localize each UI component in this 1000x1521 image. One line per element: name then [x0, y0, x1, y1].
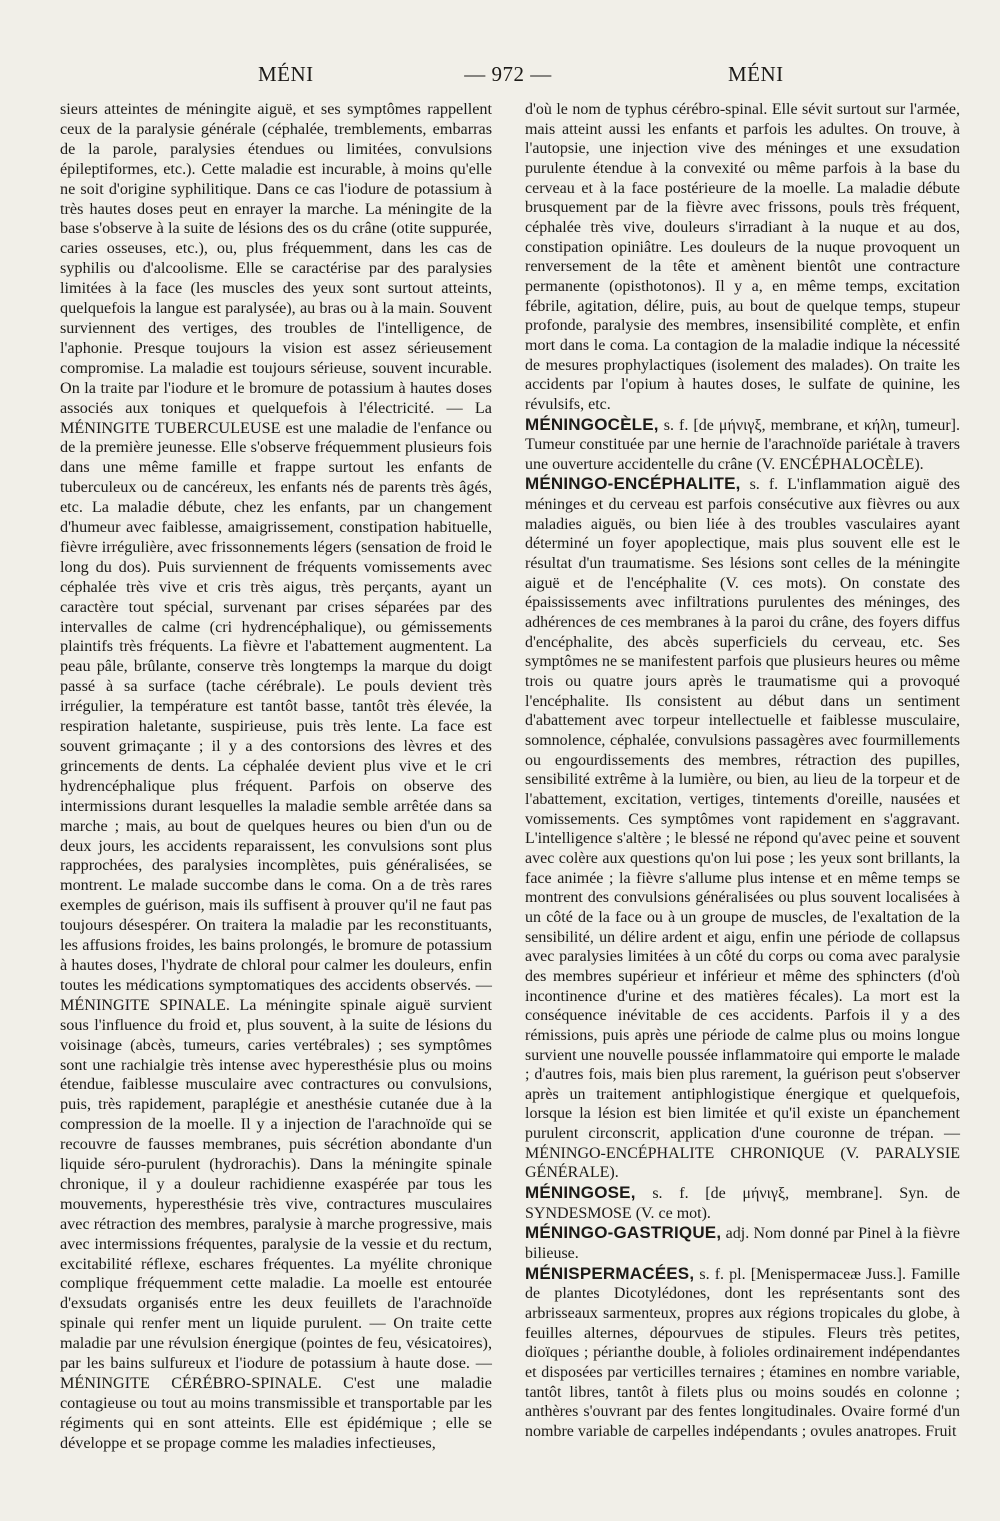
entry-body: s. f. [de μήνιγξ, membrane, et κήλη, tumeur]. Tumeur constituée par une hernie de l'arachnoïde pariétale à travers une ouverture accidentelle du crâne (V. ENCÉPHALOCÈLE).: [525, 416, 960, 473]
entry-continuation: d'où le nom de typhus cérébro-spinal. Elle sévit surtout sur l'armée, mais atteint aussi les enfants et parfois les adultes. On trouve, à l'autopsie, une injection vive des méninges et une exsudation purulente étendue à la convexité ou même parfois à la base du cerveau et à la face postérieure de la moelle. La maladie débute brusquement par de la fièvre avec frissons, pouls très fréquent, céphalée très vive, douleurs s'irradiant à la nuque et au dos, constipation opiniâtre. Les douleurs de la nuque provoquent un renversement de la tête et amènent bientôt une contracture permanente (opisthotonos). Il y a, en même temps, excitation fébrile, agitation, délire, puis, au bout de quelque temps, stupeur profonde, paralysie des membres, insensibilité complète, et enfin mort dans le coma. La contagion de la maladie indique la nécessité de mesures prophylactiques (isolement des malades). On traite les accidents par l'opium à hautes doses, le sulfate de quinine, les révulsifs, etc.: [525, 101, 960, 413]
entry-meningocele: [525, 415, 960, 475]
entry-meningo-gastrique: [525, 1223, 960, 1263]
headword: MÉNINGOSE,: [525, 1183, 636, 1203]
headword: MÉNINGO-GASTRIQUE,: [525, 1223, 722, 1243]
running-header: [0, 62, 1000, 96]
headword: MÉNINGOCÈLE,: [525, 414, 659, 434]
right-column: [525, 100, 960, 1442]
entry-body: s. f. [de μήνιγξ, membrane]. Syn. de SYNDESMOSE (V. ce mot).: [525, 1185, 961, 1222]
entry-menispermacees: [525, 1264, 960, 1442]
left-column: [60, 100, 492, 1454]
headword: MÉNINGO-ENCÉPHALITE,: [525, 474, 741, 494]
headword: MÉNISPERMACÉES,: [525, 1263, 695, 1283]
header-right-guideword: MÉNI: [728, 62, 784, 86]
entry-body: s. f. pl. [Menispermaceæ Juss.]. Famille de plantes Dicotylédones, dont les représentants sont des arbrisseaux sarmenteux, propres aux régions tropicales du globe, à feuilles alternes, dépourvues de stipules. Fleurs très petites, dioïques ; périanthe double, à folioles ordinairement indépendantes et disposées par verticilles ternaires ; étamines en nombre variable, tantôt libres, tantôt à filets plus ou moins soudés en colonne ; anthères s'ouvrant par des fentes longitudinales. Ovaire formé d'un nombre variable de carpelles indépendants ; ovules anatropes. Fruit: [525, 1265, 961, 1440]
entry-meningo-encephalite: [525, 474, 960, 1183]
header-left-guideword: MÉNI: [258, 62, 314, 86]
left-column-text: sieurs atteintes de méningite aiguë, et ses symptômes rappellent ceux de la paralysie générale (céphalée, tremblements, embarras de la parole, paralysies étendues ou limitées, convulsions épileptiformes, etc.). Cette maladie est incurable, à moins qu'elle ne soit d'origine syphilitique. Dans ce cas l'iodure de potassium à très hautes doses peut en enrayer la marche. La méningite de la base s'observe à la suite de lésions des os du crâne (otite suppurée, caries osseuses, etc.), ou, plus fréquemment, dans les cas de syphilis ou d'alcoolisme. Elle se caractérise par des paralysies limitées à la face (les muscles des yeux sont surtout atteints, quelquefois la langue est paralysée), au bras ou à la main. Souvent surviennent des vertiges, des troubles de l'intelligence, de l'aphonie. Presque toujours la vision est assez sérieusement compromise. La maladie est toujours sérieuse, souvent incurable. On la traite par l'iodure et le bromure de potassium à hautes doses associés aux toniques et quelquefois à l'électricité. — La MÉNINGITE TUBERCULEUSE est une maladie de l'enfance ou de la première jeunesse. Elle s'observe fréquemment plusieurs fois dans une même famille et frappe surtout les enfants de tuberculeux ou de cancéreux, les enfants nés de parents très âgés, etc. La maladie débute, chez les enfants, par un changement d'humeur avec faiblesse, amaigrissement, constipation habituelle, fièvre irrégulière, avec frissonnements légers (sensation de froid le long du dos). Puis surviennent de fréquents vomissements avec céphalée très vive et cris très aigus, très perçants, ayant un caractère tout spécial, survenant par crises séparées par des intervalles de calme (cri hydrencéphalique), ou gémissements plaintifs très fréquents. La fièvre et l'abattement augmentent. La peau pâle, brûlante, conserve très longtemps la marque du doigt passé à sa surface (tache cérébrale). Le pouls devient très irrégulier, la température est tantôt basse, tantôt très élevée, la respiration haletante, suspirieuse, puis très lente. La face est souvent grimaçante ; il y a des contorsions des lèvres et des grincements de dents. La céphalée devient plus vive et le cri hydrencéphalique plus fréquent. Parfois on observe des intermissions durant lesquelles la maladie semble arrêtée dans sa marche ; mais, au bout de quelques heures ou bien d'un ou de deux jours, les accidents reparaissent, les convulsions sont plus rapprochées, des paralysies incomplètes, puis généralisées, se montrent. Le malade succombe dans le coma. On a de très rares exemples de guérison, mais ils suffisent à prouver qu'il ne faut pas toujours désespérer. On traitera la maladie par les reconstituants, les affusions froides, les bains prolongés, le bromure de potassium à hautes doses, l'hydrate de chloral pour calmer les douleurs, enfin toutes les médications symptomatiques des accidents observés. — MÉNINGITE SPINALE. La méningite spinale aiguë survient sous l'influence du froid et, plus souvent, à la suite de lésions du voisinage (abcès, tumeurs, caries vertébrales) ; ses symptômes sont une rachialgie très intense avec hyperesthésie plus ou moins étendue, faiblesse musculaire avec contractures ou convulsions, puis, très rapidement, paraplégie et anesthésie cutanée due à la compression de la moelle. Il y a injection de l'arachnoïde qui se recouvre de fausses membranes, puis sécrétion abondante d'un liquide séro-purulent (hydrorachis). Dans la méningite spinale chronique, il y a douleur rachidienne exaspérée par tous les mouvements, hyperesthésie très vive, contractures musculaires avec rétraction des membres, paralysie à marche progressive, mais avec intermissions fréquentes, paralysie de la vessie et du rectum, excitabilité réflexe, eschares fréquentes. La myélite chronique complique fréquemment cette maladie. La moelle est entourée d'exsudats organisés entre les deux feuillets de l'arachnoïde spinale qui renfer ment un liquide purulent. — On traite cette maladie par une révulsion énergique (pointes de feu, vésicatoires), par les bains sulfureux et l'iodure de potassium à haute dose. — MÉNINGITE CÉRÉBRO-SPINALE. C'est une maladie contagieuse ou tout au moins transmissible et transportable par les régiments qui en sont atteints. Elle est épidémique ; elle se développe et se propage comme les maladies infectieuses,: [60, 100, 492, 1452]
entry-body: s. f. L'inflammation aiguë des méninges et du cerveau est parfois consécutive aux fièvres ou aux maladies aiguës, ou bien liée à des troubles vasculaires ayant déterminé un foyer apoplectique, mais plus souvent elle est le résultat d'un traumatisme. Ses lésions sont celles de la méningite aiguë et de l'encéphalite (V. ces mots). On constate des épaississements avec infiltrations purulentes des méninges, des adhérences de ces membranes à la paroi du crâne, des foyers diffus d'encéphalite, des abcès superficiels du cerveau, etc. Ses symptômes ne se manifestent parfois que plusieurs heures ou même trois ou quatre jours après le traumatisme qui a provoqué l'encéphalite. Ils consistent au début dans un sentiment d'abattement avec torpeur intellectuelle et faiblesse musculaire, somnolence, céphalée, convulsions passagères avec fourmillements ou engourdissements des membres, rétraction des pupilles, sensibilité extrême à la lumière, ou bien, au lieu de la torpeur et de l'abattement, excitation, vertiges, tintements d'oreille, nausées et vomissements. Ces symptômes vont rapidement en s'aggravant. L'intelligence s'altère ; le blessé ne répond qu'avec peine et souvent avec colère aux questions qu'on lui pose ; les yeux sont brillants, la face animée ; la fièvre s'allume plus intense et en même temps se montrent des convulsions généralisées ou plus souvent localisées à un côté de la face ou à un groupe de muscles, de l'exaltation de la sensibilité, un délire ardent et aigu, enfin une période de collapsus avec paralysies limitées à un côté du corps ou coma avec paralysie des membres supérieur et inférieur et même des sphincters (d'où incontinence d'urine et des matières fécales). La mort est la conséquence inévitable de ces accidents. Parfois il y a des rémissions, puis après une période de calme plus ou moins longue survient une nouvelle poussée inflammatoire qui emporte le malade ; d'autres fois, mais bien plus rarement, la guérison peut s'observer après un traitement antiphlogistique énergique et quelquefois, lorsque la lésion est bien limitée et qu'il existe un épanchement purulent circonscrit, application d'une couronne de trépan. — MÉNINGO-ENCÉPHALITE CHRONIQUE (V. PARALYSIE GÉNÉRALE).: [525, 476, 961, 1182]
page-number: — 972 —: [464, 62, 552, 86]
entry-body: adj. Nom donné par Pinel à la fièvre bilieuse.: [525, 1225, 961, 1263]
entry-meningose: [525, 1183, 960, 1223]
